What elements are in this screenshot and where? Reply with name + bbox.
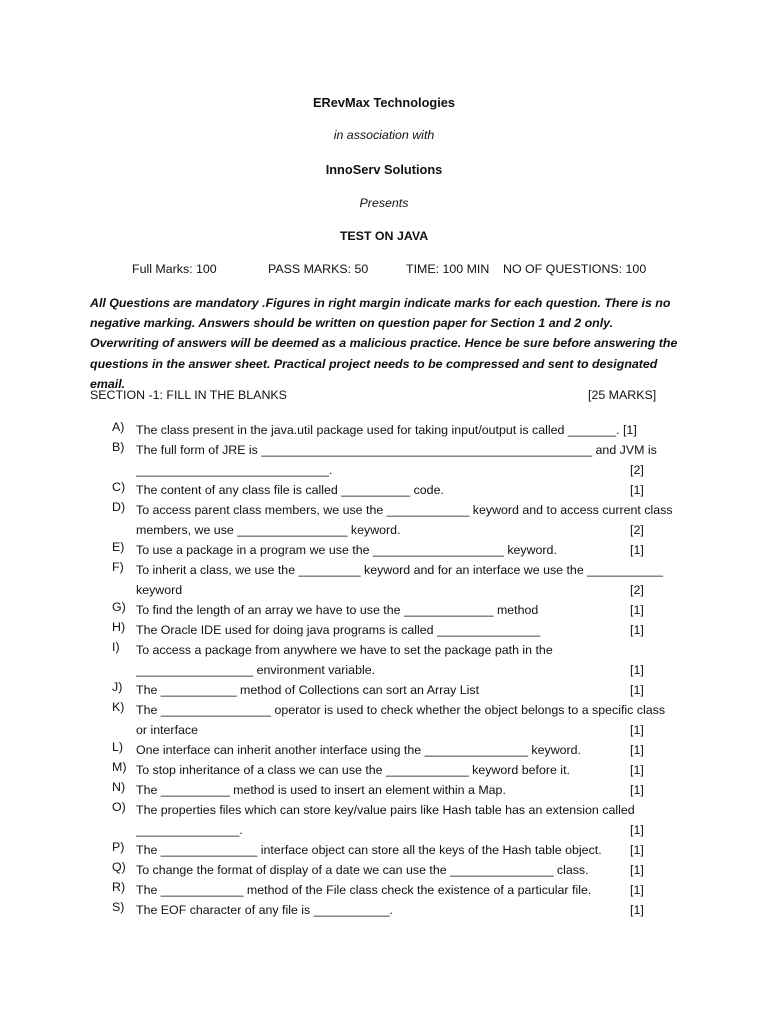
question-label: D) [112,500,126,514]
question-marks: [1] [630,603,644,617]
pass-marks: PASS MARKS: 50 [268,262,369,276]
question-text: To change the format of display of a date we can use the _______________ class. [136,863,589,877]
question-marks: [1] [630,823,644,837]
question-marks: [1] [630,903,644,917]
question-label: N) [112,780,126,794]
question-text: To stop inheritance of a class we can use the ____________ keyword before it. [136,763,570,777]
question-label: G) [112,600,126,614]
question-label: H) [112,620,126,634]
exam-time: TIME: 100 MIN [406,262,490,276]
question-text: To use a package in a program we use the ___________________ keyword. [136,543,557,557]
question-marks: [1] [630,723,644,737]
question-text: The __________ method is used to insert an element within a Map. [136,783,506,797]
question-marks: [1] [630,743,644,757]
question-text: The content of any class file is called __________ code. [136,483,444,497]
question-marks: [1] [630,883,644,897]
question-text: The ____________ method of the File class check the existence of a particular file. [136,883,592,897]
instructions: All Questions are mandatory .Figures in right margin indicate marks for each question. There is no negative marking. Answers should be written on question paper for Section 1 and 2 only. Overwriting of answers will be deemed as a malicious practice. Hence be sure before answering the questions in the answer sheet. Practical project needs to be compressed and sent to designated email. [90,296,678,391]
question-label: R) [112,880,126,894]
question-label: C) [112,480,126,494]
question-label: J) [112,680,123,694]
question-label: F) [112,560,124,574]
question-text: The ______________ interface object can store all the keys of the Hash table object. [136,843,602,857]
question-marks: [1] [630,663,644,677]
question-label: K) [112,700,125,714]
question-text: To inherit a class, we use the _________ keyword and for an interface we use the ___________ [136,563,663,577]
question-label: L) [112,740,124,754]
question-text: To access a package from anywhere we have to set the package path in the [136,643,553,657]
question-text: One interface can inherit another interface using the _______________ keyword. [136,743,581,757]
question-text-continued: keyword [136,583,183,597]
question-marks: [2] [630,523,644,537]
question-label: A) [112,420,125,434]
question-text: The EOF character of any file is ___________. [136,903,393,917]
question-label: S) [112,900,125,914]
question-count: NO OF QUESTIONS: 100 [503,262,647,276]
question-marks: [1] [630,683,644,697]
company-name: ERevMax Technologies [313,95,455,110]
question-label: E) [112,540,125,554]
question-label: Q) [112,860,126,874]
question-text-continued: ____________________________. [136,463,333,477]
question-marks: [1] [630,763,644,777]
question-text: The properties files which can store key/value pairs like Hash table has an extension called [136,803,635,817]
section-marks: [25 MARKS] [588,388,657,402]
association-text: in association with [333,128,435,142]
test-title: TEST ON JAVA [339,229,429,243]
question-text-continued: _______________. [136,823,243,837]
question-text-continued: members, we use ________________ keyword. [136,523,401,537]
section-title: SECTION -1: FILL IN THE BLANKS [90,388,287,402]
question-marks: [2] [630,583,644,597]
question-label: O) [112,800,126,814]
question-text: The full form of JRE is ________________________________________________ and JVM is [136,443,657,457]
question-label: B) [112,440,125,454]
question-text-continued: or interface [136,723,198,737]
question-label: P) [112,840,125,854]
question-marks: [1] [630,843,644,857]
question-text: To access parent class members, we use the ____________ keyword and to access current class [136,503,673,517]
presents-text: Presents [359,196,409,210]
question-label: M) [112,760,127,774]
question-text: To find the length of an array we have to use the _____________ method [136,603,539,617]
question-marks: [1] [630,863,644,877]
question-marks: [1] [630,623,644,637]
partner-name: InnoServ Solutions [325,162,443,177]
question-text-continued: _________________ environment variable. [136,663,376,677]
question-marks: [2] [630,463,644,477]
question-text: The Oracle IDE used for doing java programs is called _______________ [136,623,541,637]
full-marks: Full Marks: 100 [132,262,217,276]
question-text: The ___________ method of Collections can sort an Array List [136,683,480,697]
question-text: The class present in the java.util package used for taking input/output is called _______. [1] [136,423,637,437]
question-marks: [1] [630,783,644,797]
question-text: The ________________ operator is used to check whether the object belongs to a specific class [136,703,666,717]
question-marks: [1] [630,483,644,497]
question-label: I) [112,640,120,654]
question-marks: [1] [630,543,644,557]
